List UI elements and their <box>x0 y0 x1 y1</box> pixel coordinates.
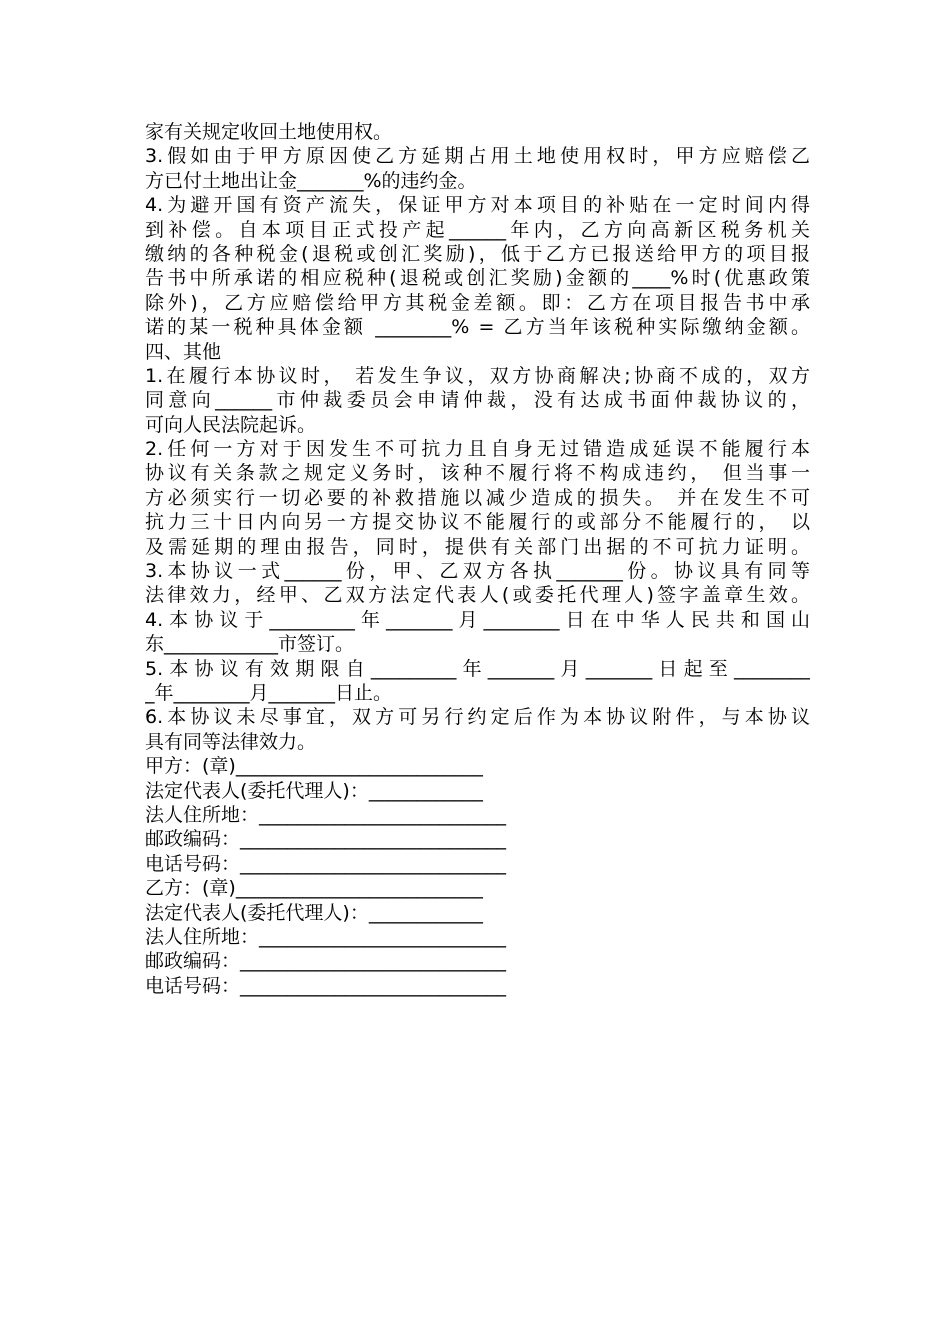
text-line: 1.在履行本协议时， 若发生争议，双方协商解决;协商不成的，双方 <box>145 364 810 387</box>
text-line: 同意向______市仲裁委员会申请仲裁，没有达成书面仲裁协议的， <box>145 389 810 412</box>
signature-field: 法定代表人(委托代理人)：____________ <box>145 901 483 924</box>
text-line: 4.为避开国有资产流失，保证甲方对本项目的补贴在一定时间内得 <box>145 194 810 217</box>
signature-field: 电话号码：____________________________ <box>145 974 507 997</box>
text-line: 方已付土地出让金_______%的违约金。 <box>145 169 477 192</box>
text-line: 2.任何一方对于因发生不可抗力且自身无过错造成延误不能履行本 <box>145 438 810 461</box>
text-line: 缴纳的各种税金(退税或创汇奖励)，低于乙方已报送给甲方的项目报 <box>145 242 810 265</box>
text-line: 3.假如由于甲方原因使乙方延期占用土地使用权时，甲方应赔偿乙 <box>145 145 810 168</box>
text-line: _年________月_______日止。 <box>145 681 393 704</box>
text-line: 诺的某一税种具体金额 ________% = 乙方当年该税种实际缴纳金额。 <box>145 316 810 339</box>
document-page <box>145 120 810 998</box>
signature-field: 法定代表人(委托代理人)：____________ <box>145 779 483 802</box>
signature-field: 法人住所地：__________________________ <box>145 925 507 948</box>
text-line: 及需延期的理由报告，同时，提供有关部门出据的不可抗力证明。 <box>145 535 810 558</box>
text-line: 6.本协议未尽事宜，双方可另行约定后作为本协议附件，与本协议 <box>145 706 810 729</box>
text-line: 方必须实行一切必要的补救措施以减少造成的损失。 并在发生不可 <box>145 486 810 509</box>
text-line: 协议有关条款之规定义务时，该种不履行将不构成违约， 但当事一 <box>145 462 810 485</box>
text-line: 除外)，乙方应赔偿给甲方其税金差额。即：乙方在项目报告书中承 <box>145 291 810 314</box>
signature-field: 法人住所地：__________________________ <box>145 803 507 826</box>
signature-field: 邮政编码：____________________________ <box>145 828 507 851</box>
text-line: 家有关规定收回土地使用权。 <box>145 121 393 143</box>
signature-field: 甲方：(章)__________________________ <box>145 755 483 778</box>
text-line: 东____________市签订。 <box>145 633 355 656</box>
text-line: 3.本协议一式______份，甲、乙双方各执_______份。协议具有同等 <box>145 560 810 583</box>
text-line: 法律效力，经甲、乙双方法定代表人(或委托代理人)签字盖章生效。 <box>145 584 810 607</box>
signature-field: 电话号码：____________________________ <box>145 852 507 875</box>
text-line: 可向人民法院起诉。 <box>145 413 317 436</box>
text-line: 4.本协议于_________年_______月________日在中华人民共和国山 <box>145 608 810 631</box>
text-line: 5.本协议有效期限自_________年_______月_______日起至________ <box>145 657 810 680</box>
text-line: 抗力三十日内向另一方提交协议不能履行的或部分不能履行的， 以 <box>145 511 810 534</box>
text-line: 告书中所承诺的相应税种(退税或创汇奖励)金额的____%时(优惠政策 <box>145 267 810 290</box>
section-heading: 四、其他 <box>145 340 222 363</box>
signature-field: 邮政编码：____________________________ <box>145 950 507 973</box>
text-line: 到补偿。自本项目正式投产起______年内，乙方向高新区税务机关 <box>145 218 810 241</box>
signature-field: 乙方：(章)__________________________ <box>145 877 483 900</box>
text-line: 具有同等法律效力。 <box>145 730 317 753</box>
